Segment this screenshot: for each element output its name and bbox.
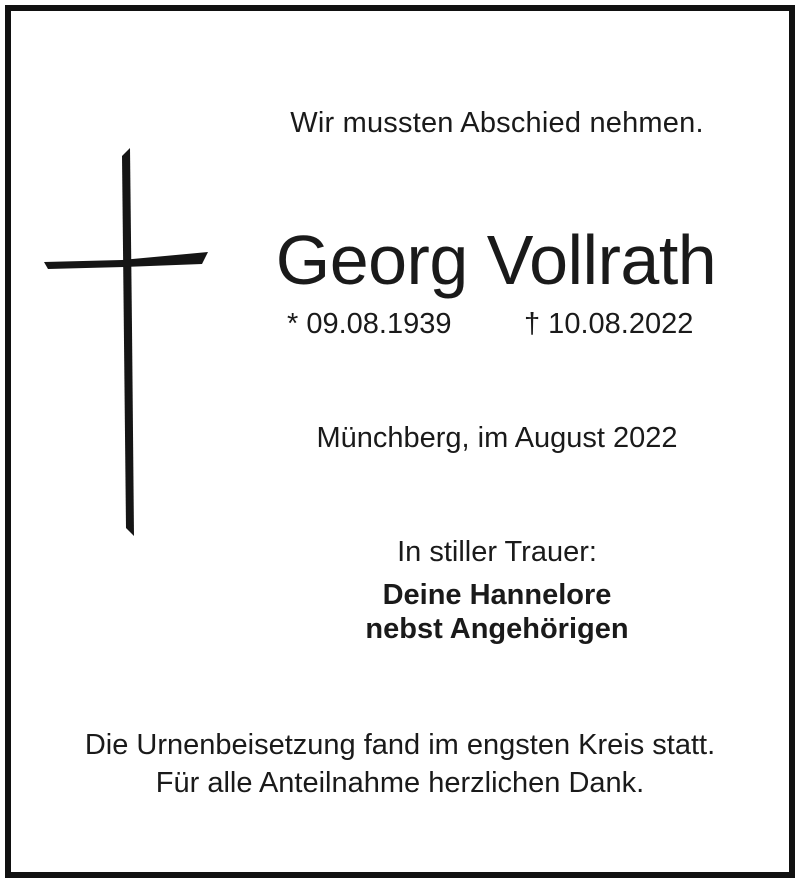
- mourners-block: [257, 578, 737, 646]
- mourning-intro: In stiller Trauer:: [397, 536, 597, 568]
- mourner-line: nebst Angehörigen: [365, 613, 629, 645]
- birth-date: * 09.08.1939: [287, 308, 452, 340]
- cross-icon: [44, 148, 212, 540]
- place-date: Münchberg, im August 2022: [316, 422, 678, 454]
- intro-text: Wir mussten Abschied nehmen.: [290, 107, 704, 139]
- death-date: † 10.08.2022: [524, 308, 694, 340]
- mourner-line: Deine Hannelore: [382, 579, 612, 611]
- footer-line: Die Urnenbeisetzung fand im engsten Kreis statt.: [84, 729, 716, 761]
- deceased-name: Georg Vollrath: [275, 221, 717, 299]
- footer-text: [0, 726, 800, 802]
- footer-line: Für alle Anteilnahme herzlichen Dank.: [155, 767, 645, 799]
